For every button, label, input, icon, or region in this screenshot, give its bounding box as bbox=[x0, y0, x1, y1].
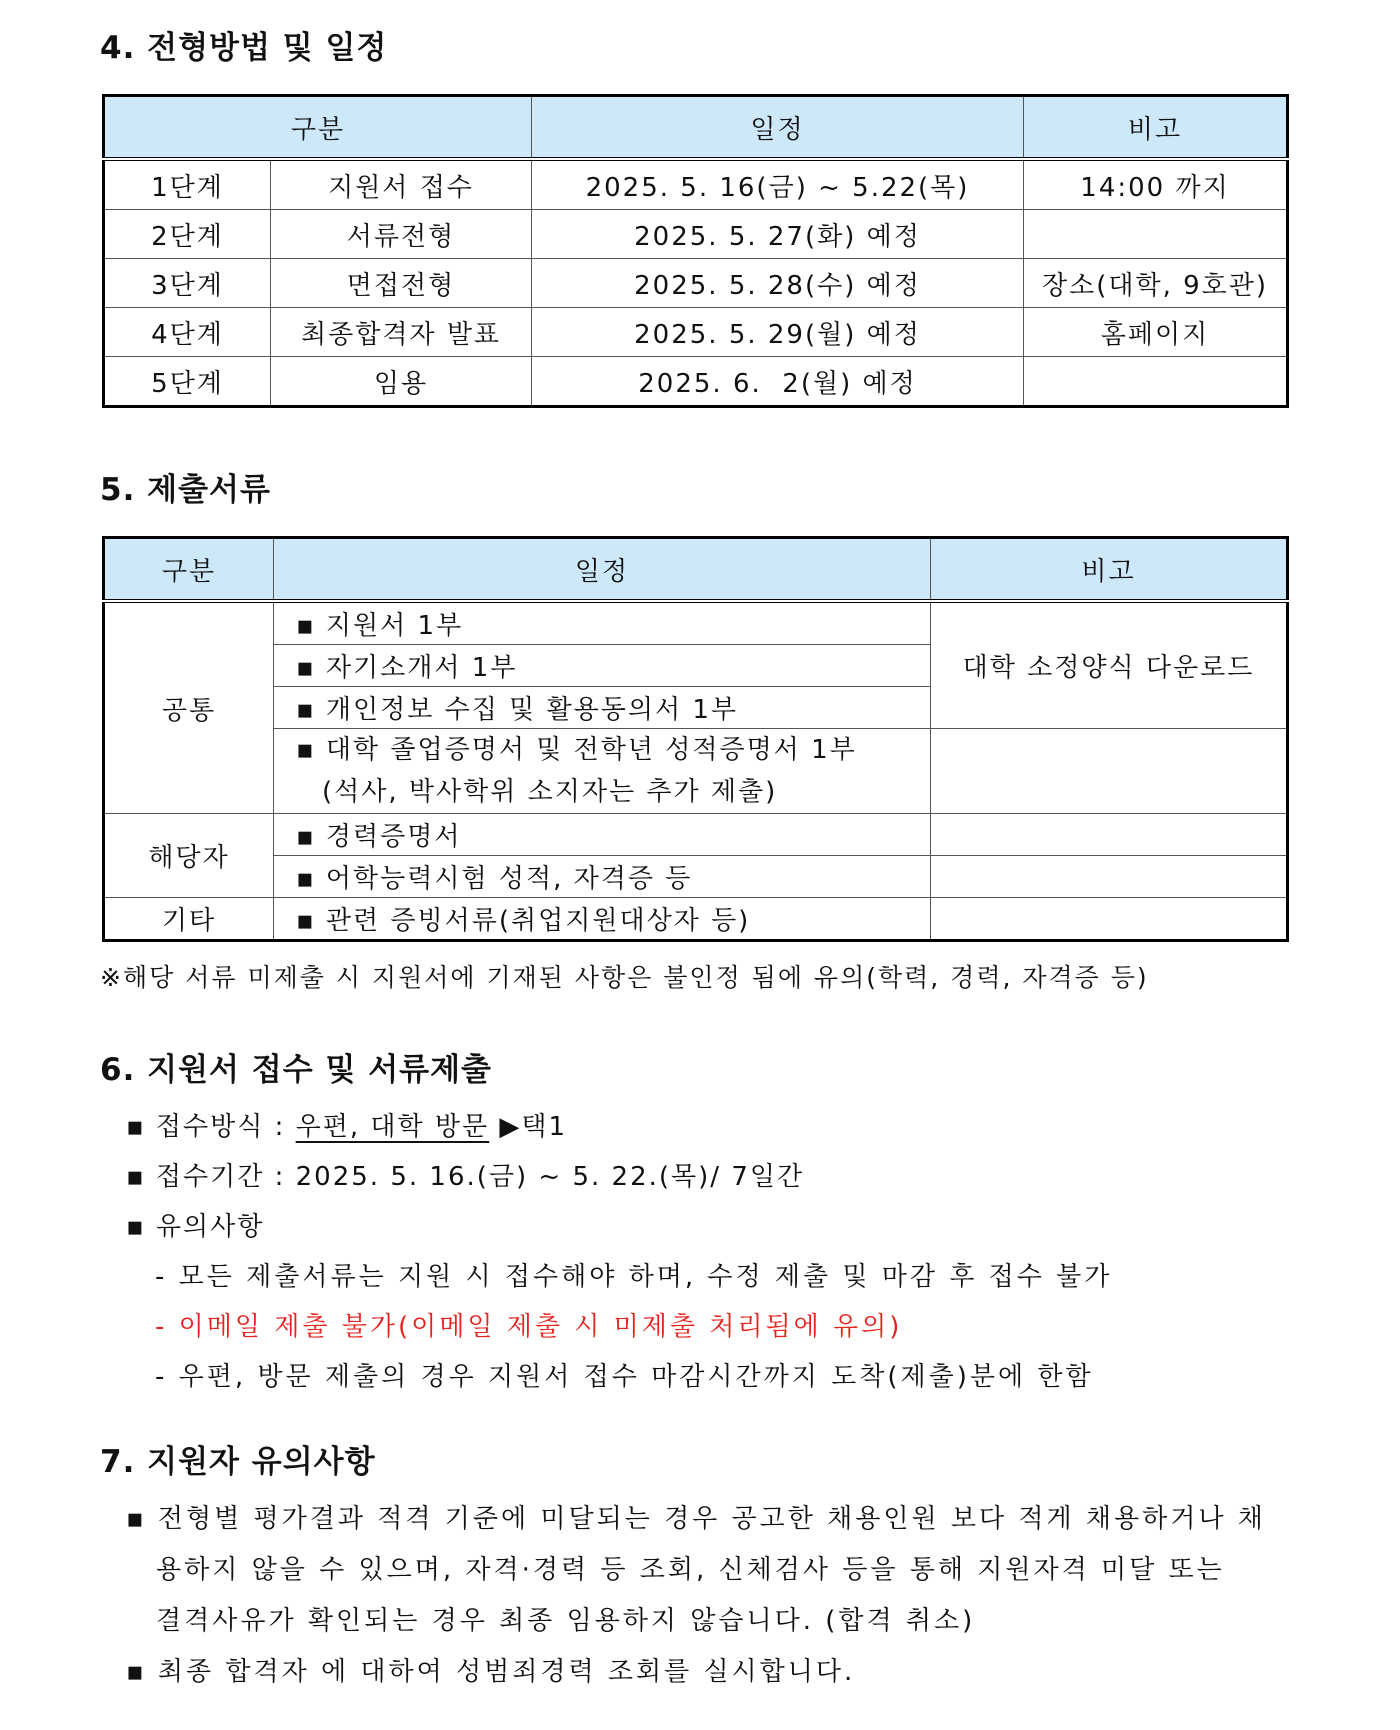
table-row bbox=[104, 898, 1288, 941]
doc-item: ▪ 지원서 1부 bbox=[274, 601, 931, 645]
documents-table bbox=[102, 536, 1289, 942]
table-row bbox=[104, 308, 1288, 357]
date-cell: 2025. 5. 29(월) 예정 bbox=[532, 308, 1024, 357]
doc-item-continuation: (석사, 박사학위 소지자는 추가 제출) bbox=[322, 777, 778, 807]
schedule-header-note: 비고 bbox=[1024, 96, 1288, 160]
date-cell: 2025. 5. 28(수) 예정 bbox=[532, 259, 1024, 308]
group-applicable: 해당자 bbox=[104, 814, 274, 898]
applicant-notice-1 bbox=[126, 1494, 1296, 1647]
stage-cell: 3단계 bbox=[104, 259, 271, 308]
table-row bbox=[104, 259, 1288, 308]
group-other: 기타 bbox=[104, 898, 274, 941]
group-common: 공통 bbox=[104, 601, 274, 814]
caution-item-3: - 우편, 방문 제출의 경우 지원서 접수 마감시간까지 도착(제출)분에 한함 bbox=[155, 1362, 1094, 1392]
documents-header-note: 비고 bbox=[931, 538, 1288, 602]
notice-1-line-2: 용하지 않을 수 있으며, 자격·경력 등 조회, 신체검사 등을 통해 지원자격 미달 또는 bbox=[156, 1555, 1225, 1585]
note-cell: 장소(대학, 9호관) bbox=[1024, 259, 1288, 308]
section-6-title: 6. 지원서 접수 및 서류제출 bbox=[100, 1052, 492, 1088]
caution-label: ▪ 유의사항 bbox=[126, 1212, 265, 1242]
table-row bbox=[104, 601, 1288, 645]
task-cell: 면접전형 bbox=[271, 259, 532, 308]
doc-item: ▪ 경력증명서 bbox=[274, 814, 931, 856]
table-row bbox=[104, 357, 1288, 407]
documents-header-items: 일정 bbox=[274, 538, 931, 602]
empty-note-cell bbox=[931, 729, 1288, 814]
doc-item: ▪ 자기소개서 1부 bbox=[274, 645, 931, 687]
submission-method-suffix: ▶택1 bbox=[489, 1112, 568, 1142]
table-row bbox=[104, 729, 1288, 814]
submission-method bbox=[126, 1102, 1300, 1152]
stage-cell: 4단계 bbox=[104, 308, 271, 357]
task-cell: 임용 bbox=[271, 357, 532, 407]
caution-item-2: - 이메일 제출 불가(이메일 제출 시 미제출 처리됨에 유의) bbox=[155, 1312, 903, 1342]
schedule-header-row bbox=[104, 96, 1288, 160]
empty-note-cell bbox=[931, 814, 1288, 856]
table-row bbox=[104, 814, 1288, 856]
stage-cell: 5단계 bbox=[104, 357, 271, 407]
download-note: 대학 소정양식 다운로드 bbox=[931, 601, 1288, 729]
notice-1-line-1: ▪ 전형별 평가결과 적격 기준에 미달되는 경우 공고한 채용인원 보다 적게 채용하거나 채 bbox=[126, 1504, 1266, 1534]
section-4-title: 4. 전형방법 및 일정 bbox=[100, 30, 388, 66]
section-5-title: 5. 제출서류 bbox=[100, 472, 271, 508]
empty-note-cell bbox=[931, 856, 1288, 898]
empty-note-cell bbox=[931, 898, 1288, 941]
submission-method-label: ▪ 접수방식 : bbox=[126, 1112, 296, 1142]
task-cell: 서류전형 bbox=[271, 210, 532, 259]
applicant-notice-2: ▪ 최종 합격자 에 대하여 성범죄경력 조회를 실시합니다. bbox=[126, 1657, 856, 1687]
notice-1-line-3: 결격사유가 확인되는 경우 최종 임용하지 않습니다. (합격 취소) bbox=[156, 1606, 976, 1636]
note-cell: 홈페이지 bbox=[1024, 308, 1288, 357]
note-cell bbox=[1024, 210, 1288, 259]
doc-item: ▪ 관련 증빙서류(취업지원대상자 등) bbox=[274, 898, 931, 941]
date-cell: 2025. 6. 2(월) 예정 bbox=[532, 357, 1024, 407]
table-row bbox=[104, 210, 1288, 259]
stage-cell: 2단계 bbox=[104, 210, 271, 259]
caution-item-1: - 모든 제출서류는 지원 시 접수해야 하며, 수정 제출 및 마감 후 접수 불가 bbox=[155, 1262, 1113, 1292]
table-row bbox=[104, 159, 1288, 210]
schedule-header-category: 구분 bbox=[104, 96, 532, 160]
table-row bbox=[104, 856, 1288, 898]
schedule-table bbox=[102, 94, 1289, 408]
documents-header-row bbox=[104, 538, 1288, 602]
documents-footnote: ※해당 서류 미제출 시 지원서에 기재된 사항은 불인정 됨에 유의(학력, 경력, 자격증 등) bbox=[100, 963, 1149, 992]
schedule-header-date: 일정 bbox=[532, 96, 1024, 160]
date-cell: 2025. 5. 16(금) ~ 5.22(목) bbox=[532, 159, 1024, 210]
doc-item: ▪ 대학 졸업증명서 및 전학년 성적증명서 1부 bbox=[296, 735, 857, 765]
task-cell: 지원서 접수 bbox=[271, 159, 532, 210]
task-cell: 최종합격자 발표 bbox=[271, 308, 532, 357]
submission-period: ▪ 접수기간 : 2025. 5. 16.(금) ~ 5. 22.(목)/ 7일간 bbox=[126, 1162, 805, 1192]
doc-item-multiline bbox=[274, 729, 931, 814]
note-cell bbox=[1024, 357, 1288, 407]
section-7-title: 7. 지원자 유의사항 bbox=[100, 1444, 376, 1480]
stage-cell: 1단계 bbox=[104, 159, 271, 210]
doc-item: ▪ 어학능력시험 성적, 자격증 등 bbox=[274, 856, 931, 898]
documents-header-category: 구분 bbox=[104, 538, 274, 602]
date-cell: 2025. 5. 27(화) 예정 bbox=[532, 210, 1024, 259]
submission-method-value: 우편, 대학 방문 bbox=[295, 1112, 490, 1142]
note-cell: 14:00 까지 bbox=[1024, 159, 1288, 210]
doc-item: ▪ 개인정보 수집 및 활용동의서 1부 bbox=[274, 687, 931, 729]
